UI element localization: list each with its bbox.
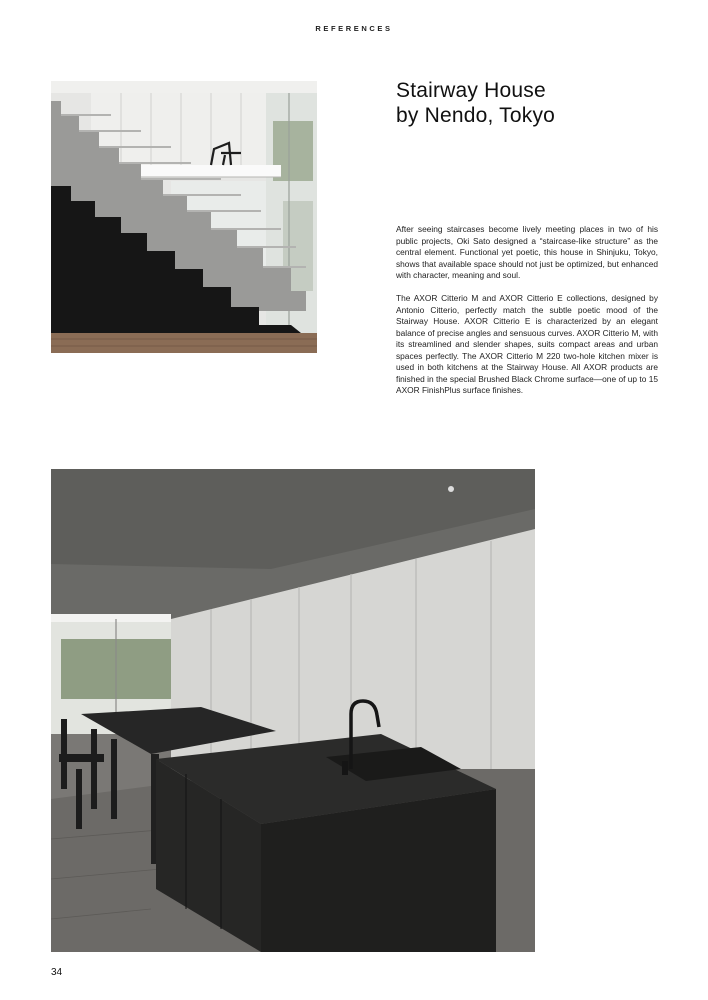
title-line-1: Stairway House	[396, 79, 546, 102]
title-line-2: by Nendo, Tokyo	[396, 104, 556, 127]
section-label: REFERENCES	[315, 24, 393, 33]
paragraph-products: The AXOR Citterio M and AXOR Citterio E collections, designed by Antonio Citterio, perfectly match the subtle poetic mood of the Stairway House. AXOR Citterio E is characterized by an elegant balance of precise angles and sensuous curves. AXOR Citterio M, with its streamlined and slender shapes, suits compact areas and urban spaces perfectly. The AXOR Citterio M 220 two-hole kitchen mixer is used in both kitchens at the Stairway House. All AXOR products are finished in the special Brushed Black Chrome surface—one of up to 15 AXOR FinishPlus surface finishes.	[396, 293, 658, 395]
article-title	[396, 78, 686, 128]
paragraph-intro: After seeing staircases become lively meeting places in two of his public projects, Oki Sato designed a “staircase-like structure” as the central element. Functional yet poetic, this house in Shinjuku, Tokyo, shows that available space should not just be optimized, but enhanced with character, meaning and soul.	[396, 224, 658, 280]
page-number: 34	[51, 967, 63, 978]
stairway-photo	[51, 81, 317, 353]
article-body	[396, 224, 658, 408]
kitchen-photo	[51, 469, 535, 952]
